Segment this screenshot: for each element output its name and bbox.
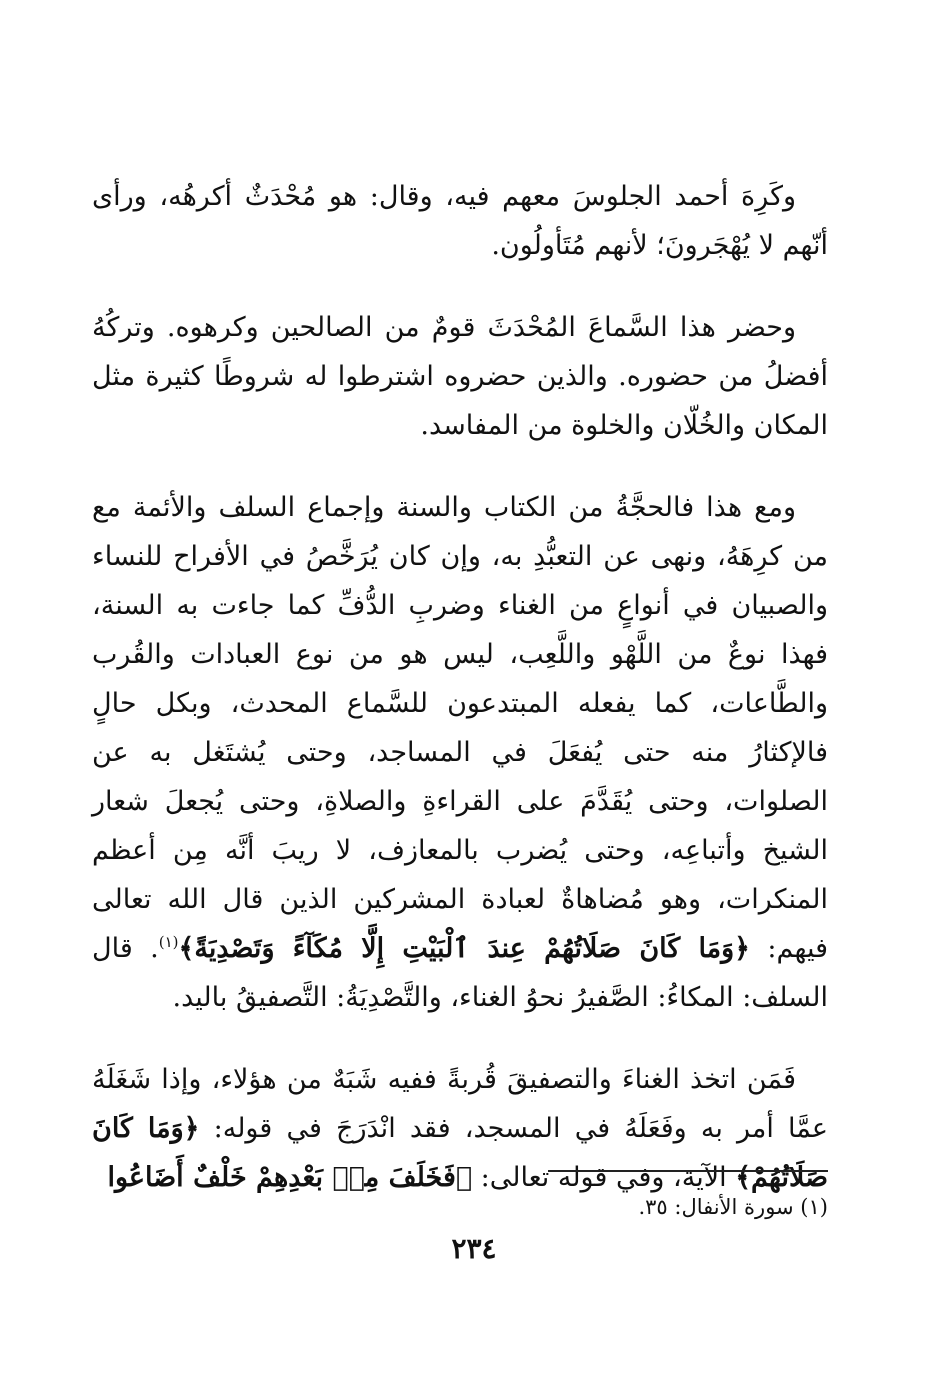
footnote-divider — [548, 1170, 828, 1172]
paragraph-2 — [92, 303, 828, 450]
paragraph-4 — [92, 1055, 828, 1202]
footnote-reference: (١) — [158, 933, 179, 951]
paragraph-3-text-after-verse: . قال السلف: المكاءُ: الصَّفيرُ نحوُ الغناء، والتَّصْدِيَةُ: التَّصفيقُ باليد. — [92, 933, 828, 1013]
paragraph-4-text-between-verses: الآية، وفي قوله تعالى: — [472, 1162, 736, 1193]
quran-verse-1: ﴿وَمَا كَانَ صَلَاتُهُمْ عِندَ ٱلْبَيْتِ إِلَّا مُكَآءً وَتَصْدِيَةً﴾ — [178, 933, 751, 964]
paragraph-1 — [92, 172, 828, 270]
paragraph-1-text: وكَرِهَ أحمد الجلوسَ معهم فيه، وقال: هو مُحْدَثٌ أكرهُه، ورأى أنّهم لا يُهْجَرونَ؛ لأنهم مُتَأولُون. — [92, 181, 828, 261]
paragraph-3 — [92, 483, 828, 1022]
footnote: (١) سورة الأنفال: ٣٥. — [638, 1195, 828, 1219]
paragraph-4-text-before-verse: فَمَن اتخذ الغناءَ والتصفيقَ قُربةً ففيه شَبَهٌ من هؤلاء، وإذا شَغَلَهُ عمَّا أمر به وفَعَلَهُ في المسجد، فقد انْدَرَجَ في قوله: — [92, 1064, 828, 1144]
quran-verse-2: ﴿وَمَا كَانَ صَلَاتُهُمْ﴾ — [92, 1113, 828, 1193]
page-body — [92, 172, 828, 1202]
page-number: ٢٣٤ — [451, 1232, 497, 1265]
quran-verse-3: ﴿فَخَلَفَ مِنۢ بَعْدِهِمْ خَلْفٌ أَضَاعُوا — [107, 1162, 473, 1193]
paragraph-3-text-before-verse: ومع هذا فالحجَّةُ من الكتاب والسنة وإجماع السلف والأئمة مع من كرِهَهُ، ونهى عن التعبُّدِ به، وإن كان يُرَخَّصُ في الأفراح للنساء والصبيان في أنواعٍ من الغناء وضربِ الدُّفِّ كما جاءت به السنة، فهذا نوعٌ من اللَّهْو واللَّعِب، ليس هو من نوع العبادات والقُرب والطَّاعات، كما يفعله المبتدعون للسَّماع المحدث، وبكل حالٍ فالإكثارُ منه حتى يُفعَلَ في المساجد، وحتى يُشتَغل به عن الصلوات، وحتى يُقَدَّمَ على القراءةِ والصلاةِ، وحتى يُجعلَ شعار الشيخ وأتباعِه، وحتى يُضرب بالمعازف، لا ريبَ أنَّه مِن أعظم المنكرات، وهو مُضاهاةٌ لعبادة المشركين الذين قال الله تعالى فيهم: — [92, 492, 828, 964]
paragraph-2-text: وحضر هذا السَّماعَ المُحْدَثَ قومٌ من الصالحين وكرهوه. وتركُهُ أفضلُ من حضوره. والذين حضروه اشترطوا له شروطًا كثيرة مثل المكان والخُلّان والخلوة من المفاسد. — [92, 312, 828, 441]
